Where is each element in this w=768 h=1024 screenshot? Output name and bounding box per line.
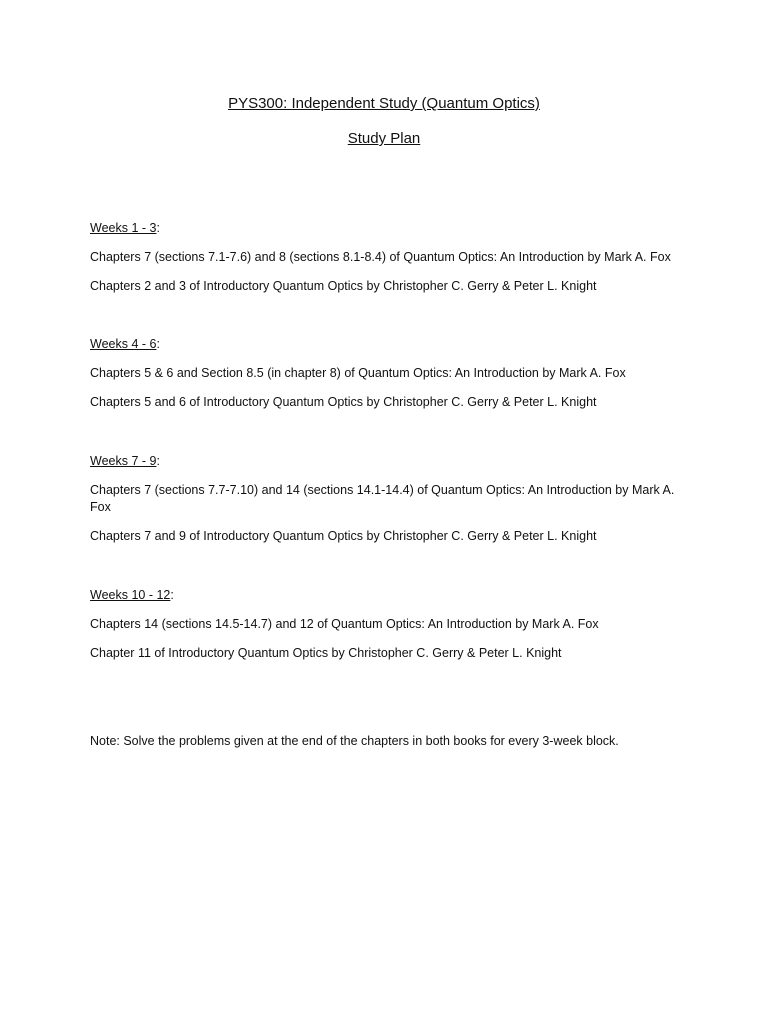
section-weeks-10-12: [90, 587, 690, 674]
section-heading-text: Weeks 10 - 12: [90, 588, 171, 602]
section-line: Chapters 14 (sections 14.5-14.7) and 12 of Quantum Optics: An Introduction by Mark A. Fox: [90, 617, 599, 631]
section-heading-text: Weeks 1 - 3: [90, 221, 157, 235]
section-heading: [90, 587, 690, 604]
section-heading-text: Weeks 4 - 6: [90, 337, 157, 351]
section-line: Chapters 7 (sections 7.7-7.10) and 14 (sections 14.1-14.4) of Quantum Optics: An Introduction by Mark A. Fox: [90, 483, 675, 514]
section-heading: [90, 453, 690, 470]
section-weeks-4-6: [90, 336, 690, 423]
section-heading-colon: :: [156, 454, 160, 468]
section-line: Chapter 11 of Introductory Quantum Optics by Christopher C. Gerry & Peter L. Knight: [90, 646, 562, 660]
section-heading-colon: :: [170, 588, 174, 602]
section-heading-text: Weeks 7 - 9: [90, 454, 157, 468]
document-title: PYS300: Independent Study (Quantum Optics): [228, 95, 540, 112]
section-heading: [90, 220, 690, 237]
section-heading-colon: :: [156, 221, 160, 235]
section-weeks-7-9: [90, 453, 690, 557]
section-weeks-1-3: [90, 220, 690, 307]
section-heading: [90, 336, 690, 353]
section-line: Chapters 5 & 6 and Section 8.5 (in chapter 8) of Quantum Optics: An Introduction by Mark A. Fox: [90, 366, 626, 380]
document-subtitle: Study Plan: [347, 130, 421, 147]
section-line: Chapters 2 and 3 of Introductory Quantum Optics by Christopher C. Gerry & Peter L. Knight: [90, 279, 597, 293]
study-note: Note: Solve the problems given at the end of the chapters in both books for every 3-week block.: [90, 734, 619, 748]
section-line: Chapters 7 and 9 of Introductory Quantum Optics by Christopher C. Gerry & Peter L. Knight: [90, 529, 597, 543]
section-line: Chapters 5 and 6 of Introductory Quantum Optics by Christopher C. Gerry & Peter L. Knight: [90, 395, 597, 409]
section-line: Chapters 7 (sections 7.1-7.6) and 8 (sections 8.1-8.4) of Quantum Optics: An Introduction by Mark A. Fox: [90, 250, 671, 264]
section-heading-colon: :: [156, 337, 160, 351]
